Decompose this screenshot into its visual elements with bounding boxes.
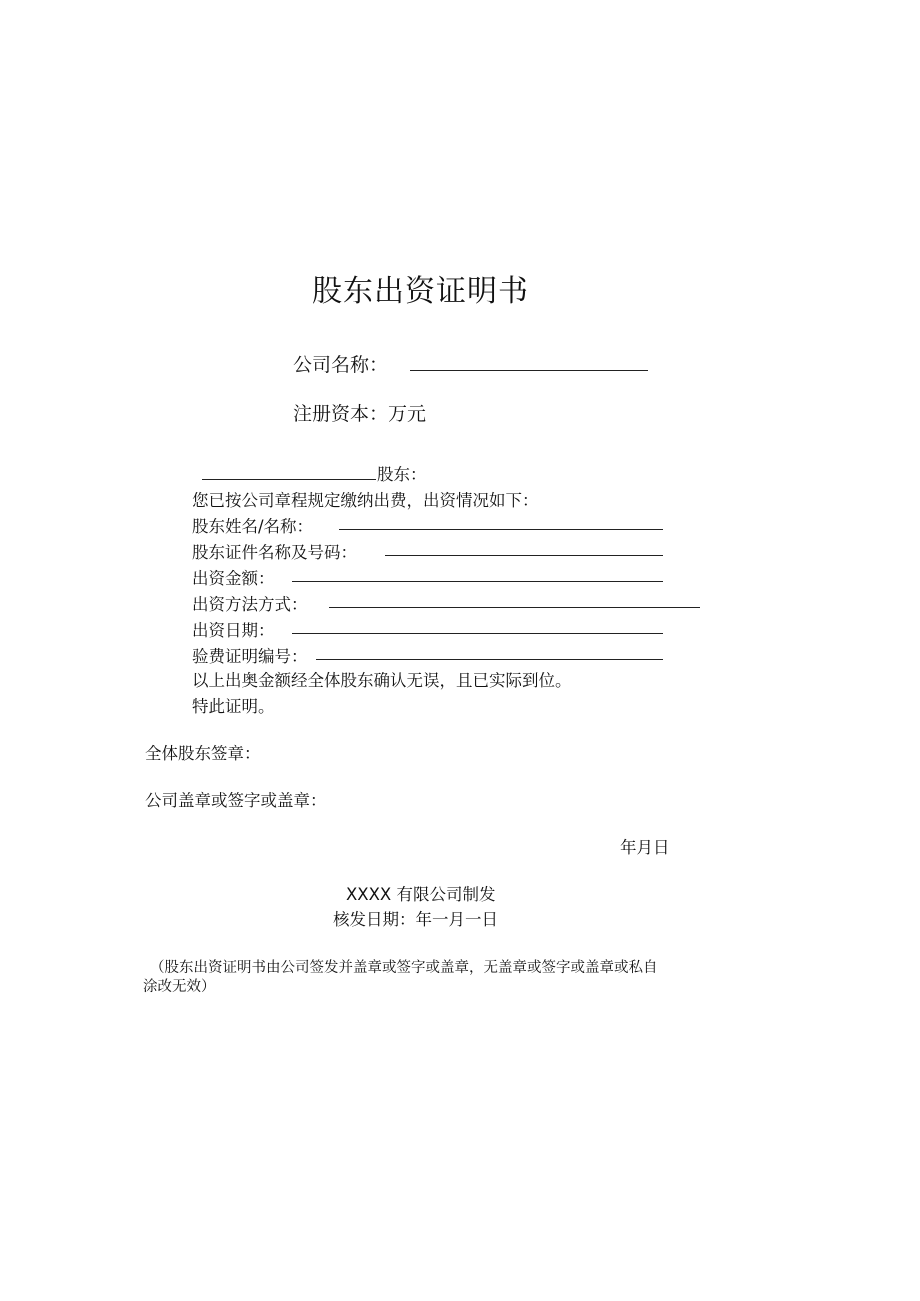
page-title: 股东出资证明书 — [312, 274, 529, 309]
company-seal-label: 公司盖章或签字或盖章： — [145, 791, 327, 810]
company-name-blank — [410, 370, 648, 371]
field-label-id-document: 股东证件名称及号码： — [192, 543, 357, 562]
field-label-date: 出资日期： — [192, 621, 275, 640]
company-name-label: 公司名称： — [293, 354, 389, 376]
field-blank-certificate-number — [316, 659, 663, 660]
intro-text: 您已按公司章程规定缴纳出费，出资情况如下： — [192, 491, 539, 510]
footnote-line-2: 涂改无效） — [143, 979, 216, 995]
field-blank-method — [329, 607, 700, 608]
field-blank-date — [292, 633, 663, 634]
field-label-method: 出资方法方式： — [192, 595, 308, 614]
field-label-shareholder-name: 股东姓名/名称： — [192, 517, 314, 536]
shareholder-blank — [202, 479, 376, 480]
all-shareholders-signature-label: 全体股东签章： — [145, 744, 261, 763]
issue-date: 核发日期：年一月一日 — [333, 910, 498, 929]
field-blank-id-document — [385, 555, 663, 556]
issuer-text: XXXX 有限公司制发 — [346, 885, 496, 904]
field-label-amount: 出资金额： — [192, 569, 275, 588]
shareholder-suffix: 股东： — [377, 465, 427, 484]
date-line: 年月日 — [620, 838, 670, 857]
special-note: 特此证明。 — [192, 697, 275, 716]
confirmation-text: 以上出奥金额经全体股东确认无误，且已实际到位。 — [192, 671, 572, 690]
field-blank-amount — [292, 581, 663, 582]
footnote-line-1: （股东出资证明书由公司签发并盖章或签字或盖章，无盖章或签字或盖章或私自 — [150, 960, 658, 976]
registered-capital-label: 注册资本：万元 — [293, 403, 427, 425]
field-blank-shareholder-name — [339, 529, 663, 530]
field-label-certificate-number: 验费证明编号： — [192, 647, 308, 666]
